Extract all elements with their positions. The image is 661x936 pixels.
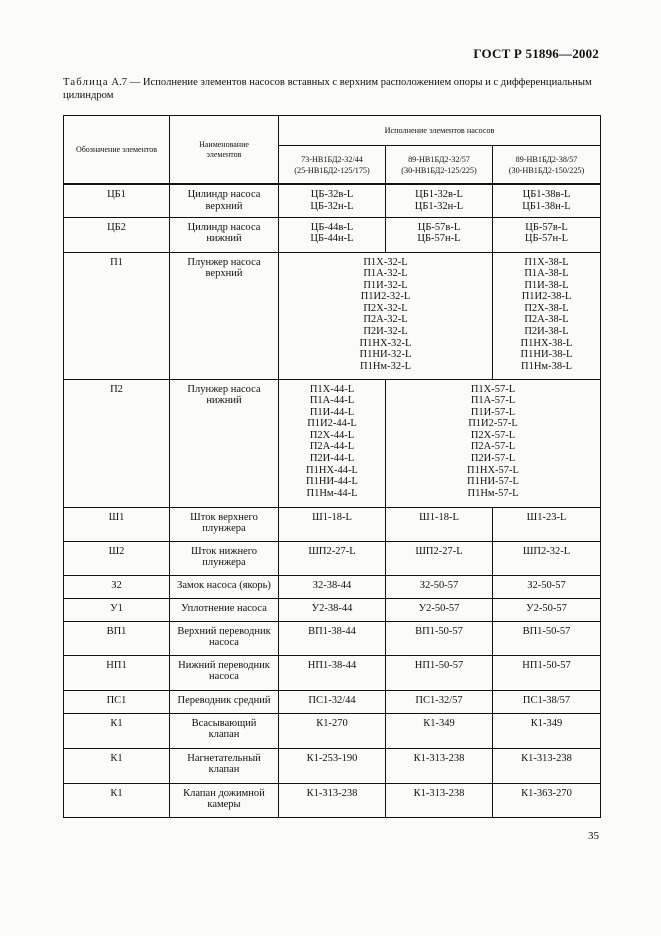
table-row xyxy=(64,575,601,598)
cell-value: ЦБ-57в-L ЦБ-57н-L xyxy=(493,217,601,252)
cell-value: ЦБ-32в-L ЦБ-32н-L xyxy=(279,184,386,217)
table-row xyxy=(64,541,601,575)
row-code: К1 xyxy=(64,713,170,748)
cell-value: К1-313-238 xyxy=(279,783,386,817)
table-row xyxy=(64,690,601,713)
row-name: Плунжер насоса нижний xyxy=(170,379,279,507)
cell-value: К1-253-190 xyxy=(279,748,386,783)
cell-value: У2-50-57 xyxy=(493,598,601,621)
table-row xyxy=(64,184,601,217)
subheader-1: 73-НВ1БД2-32/44 (25-НВ1БД2-125/175) xyxy=(279,146,386,185)
row-code: НП1 xyxy=(64,655,170,690)
row-name: Уплотнение насоса xyxy=(170,598,279,621)
row-name: Цилиндр насоса верхний xyxy=(170,184,279,217)
caption-text: А.7 — Исполнение элементов насосов вставных с верхним расположением опоры и с дифференциальным цилиндром xyxy=(63,77,592,101)
cell-value-merged: П1Х-32-L П1А-32-L П1И-32-L П1И2-32-L П2Х-32-L П2А-32-L П2И-32-L П1НХ-32-L П1НИ-32-L П1Нм-32-L xyxy=(279,252,493,379)
cell-value: ШП2-27-L xyxy=(279,541,386,575)
cell-value: К1-313-238 xyxy=(386,783,493,817)
cell-value: НП1-38-44 xyxy=(279,655,386,690)
cell-value-merged: П1Х-57-L П1А-57-L П1И-57-L П1И2-57-L П2Х-57-L П2А-57-L П2И-57-L П1НХ-57-L П1НИ-57-L П1Нм-57-L xyxy=(386,379,601,507)
cell-value: ЦБ-57в-L ЦБ-57н-L xyxy=(386,217,493,252)
row-name: Нижний переводник насоса xyxy=(170,655,279,690)
cell-value: К1-313-238 xyxy=(493,748,601,783)
elements-table xyxy=(63,115,601,818)
table-row xyxy=(64,621,601,655)
cell-value: ШП2-32-L xyxy=(493,541,601,575)
table-row xyxy=(64,748,601,783)
cell-value: К1-349 xyxy=(493,713,601,748)
cell-value: К1-313-238 xyxy=(386,748,493,783)
cell-value: У2-38-44 xyxy=(279,598,386,621)
row-code: У1 xyxy=(64,598,170,621)
row-name: Замок насоса (якорь) xyxy=(170,575,279,598)
row-code: К1 xyxy=(64,783,170,817)
cell-value: ВП1-38-44 xyxy=(279,621,386,655)
row-name: Нагнетательный клапан xyxy=(170,748,279,783)
row-name: Шток верхнего плунжера xyxy=(170,507,279,541)
cell-value: Ш1-18-L xyxy=(279,507,386,541)
row-code: З2 xyxy=(64,575,170,598)
table-caption xyxy=(63,76,603,102)
cell-value: ПС1-32/57 xyxy=(386,690,493,713)
cell-value: НП1-50-57 xyxy=(493,655,601,690)
table-header-row xyxy=(64,116,601,146)
cell-value: ЦБ1-38в-L ЦБ1-38н-L xyxy=(493,184,601,217)
row-code: ЦБ1 xyxy=(64,184,170,217)
row-code: Ш2 xyxy=(64,541,170,575)
document-header: ГОСТ Р 51896—2002 xyxy=(473,46,599,61)
row-name: Клапан дожимной камеры xyxy=(170,783,279,817)
cell-value: ЦБ-44в-L ЦБ-44н-L xyxy=(279,217,386,252)
table-row xyxy=(64,713,601,748)
row-name: Верхний переводник насоса xyxy=(170,621,279,655)
row-code: К1 xyxy=(64,748,170,783)
row-name: Переводник средний xyxy=(170,690,279,713)
cell-value: К1-270 xyxy=(279,713,386,748)
cell-value: У2-50-57 xyxy=(386,598,493,621)
cell-value: ПС1-32/44 xyxy=(279,690,386,713)
cell-value: Ш1-23-L xyxy=(493,507,601,541)
row-code: ВП1 xyxy=(64,621,170,655)
cell-value: З2-50-57 xyxy=(493,575,601,598)
col-header-name: Наименование элементов xyxy=(170,116,279,185)
table-row xyxy=(64,252,601,379)
col-header-group: Исполнение элементов насосов xyxy=(279,116,601,146)
caption-label: Таблица xyxy=(63,77,109,88)
cell-value: Ш1-18-L xyxy=(386,507,493,541)
cell-value: НП1-50-57 xyxy=(386,655,493,690)
page-number: 35 xyxy=(588,830,599,842)
cell-value: ШП2-27-L xyxy=(386,541,493,575)
row-name: Шток нижнего плунжера xyxy=(170,541,279,575)
row-code: Ш1 xyxy=(64,507,170,541)
row-name: Плунжер насоса верхний xyxy=(170,252,279,379)
table-row xyxy=(64,507,601,541)
row-name: Всасывающий клапан xyxy=(170,713,279,748)
subheader-2: 89-НВ1БД2-32/57 (30-НВ1БД2-125/225) xyxy=(386,146,493,185)
cell-value: ПС1-38/57 xyxy=(493,690,601,713)
table-row xyxy=(64,655,601,690)
cell-value: ВП1-50-57 xyxy=(386,621,493,655)
cell-value: П1Х-38-L П1А-38-L П1И-38-L П1И2-38-L П2Х-38-L П2А-38-L П2И-38-L П1НХ-38-L П1НИ-38-L П1Нм-38-L xyxy=(493,252,601,379)
table-row xyxy=(64,379,601,507)
table-row xyxy=(64,783,601,817)
cell-value: З2-50-57 xyxy=(386,575,493,598)
row-code: П2 xyxy=(64,379,170,507)
cell-value: ВП1-50-57 xyxy=(493,621,601,655)
table-row xyxy=(64,217,601,252)
table-row xyxy=(64,598,601,621)
cell-value: ЦБ1-32в-L ЦБ1-32н-L xyxy=(386,184,493,217)
cell-value: К1-349 xyxy=(386,713,493,748)
row-code: П1 xyxy=(64,252,170,379)
cell-value: П1Х-44-L П1А-44-L П1И-44-L П1И2-44-L П2Х-44-L П2А-44-L П2И-44-L П1НХ-44-L П1НИ-44-L П1Нм-44-L xyxy=(279,379,386,507)
row-code: ЦБ2 xyxy=(64,217,170,252)
col-header-code: Обозначение элементов xyxy=(64,116,170,185)
cell-value: З2-38-44 xyxy=(279,575,386,598)
row-code: ПС1 xyxy=(64,690,170,713)
cell-value: К1-363-270 xyxy=(493,783,601,817)
row-name: Цилиндр насоса нижний xyxy=(170,217,279,252)
subheader-3: 89-НВ1БД2-38/57 (30-НВ1БД2-150/225) xyxy=(493,146,601,185)
